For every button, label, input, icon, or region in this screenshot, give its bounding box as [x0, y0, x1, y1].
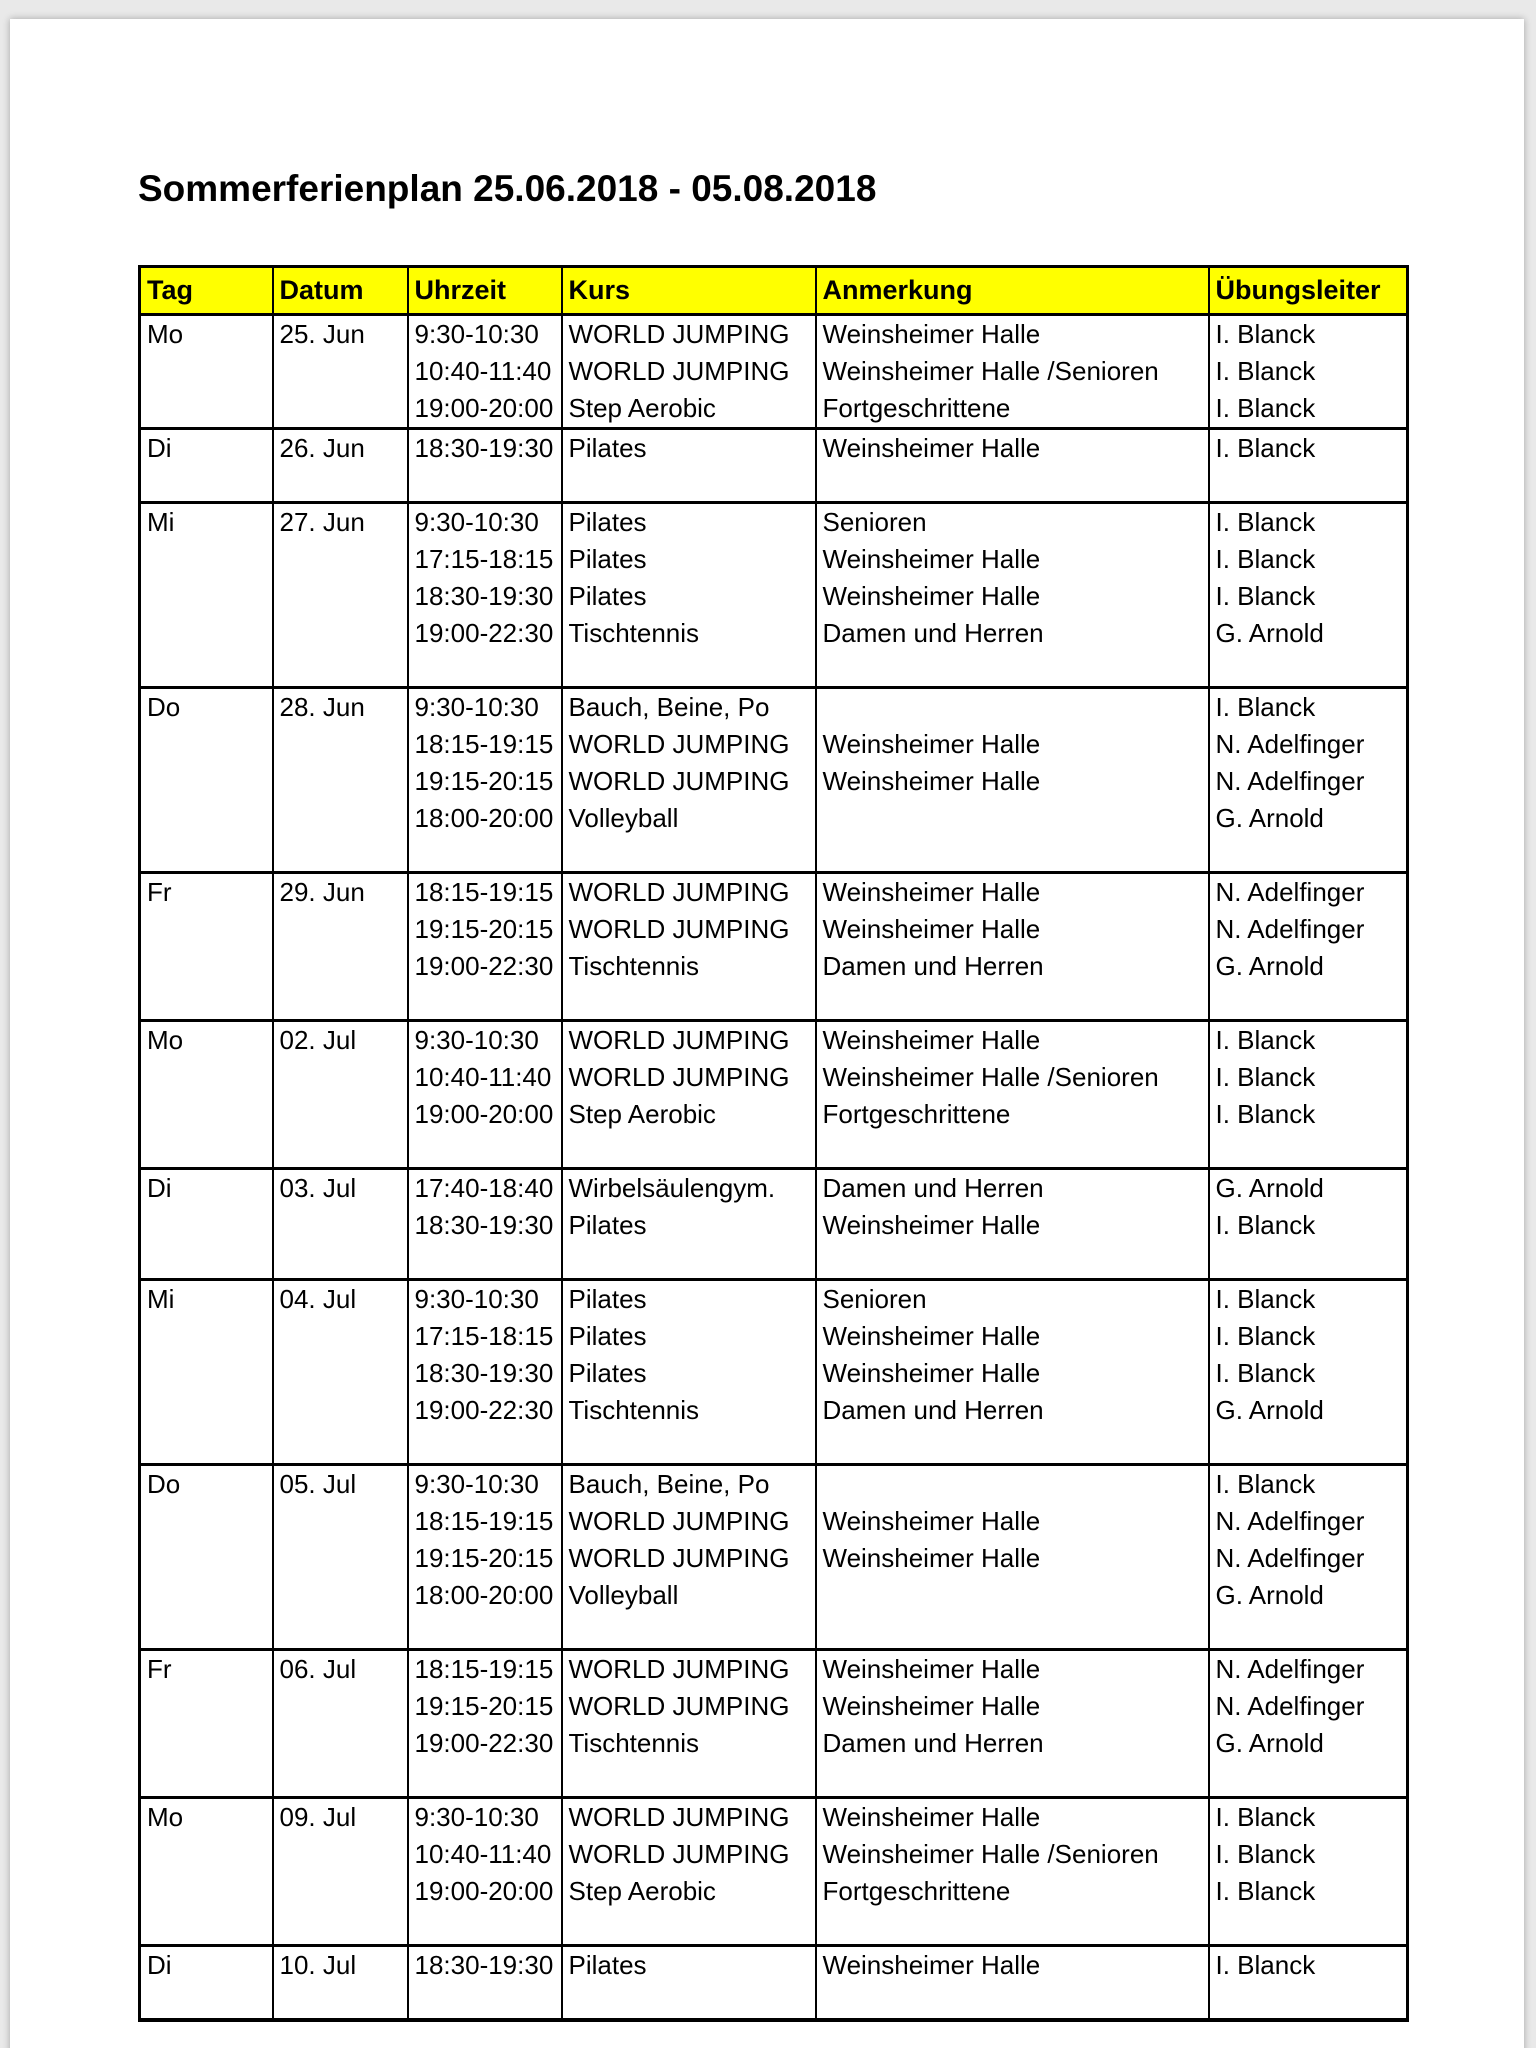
cell-line: Do — [147, 692, 181, 722]
cell-line: Weinsheimer Halle — [822, 544, 1041, 574]
cell-line: 17:40-18:40 — [414, 1173, 554, 1203]
cell-line: WORLD JUMPING — [568, 729, 790, 759]
cell-leiter — [1209, 1280, 1408, 1465]
cell-line: Pilates — [568, 1284, 647, 1314]
cell-line: Pilates — [568, 433, 647, 463]
cell-uhrzeit — [408, 1465, 562, 1650]
cell-line: 9:30-10:30 — [414, 319, 539, 349]
cell-line: Step Aerobic — [568, 1876, 716, 1906]
cell-line: 04. Jul — [279, 1284, 357, 1314]
cell-line: I. Blanck — [1215, 1284, 1316, 1314]
cell-kurs — [562, 873, 816, 1021]
cell-leiter — [1209, 1946, 1408, 2020]
cell-line: I. Blanck — [1215, 1950, 1316, 1980]
cell-anmerkung — [816, 1798, 1209, 1946]
cell-line: Tischtennis — [568, 1728, 700, 1758]
cell-line: N. Adelfinger — [1215, 1654, 1365, 1684]
cell-kurs — [562, 1798, 816, 1946]
cell-line: Volleyball — [568, 803, 679, 833]
cell-line: Weinsheimer Halle — [822, 766, 1041, 796]
cell-line: I. Blanck — [1215, 507, 1316, 537]
cell-line: Pilates — [568, 581, 647, 611]
cell-leiter — [1209, 503, 1408, 688]
cell-line: Weinsheimer Halle /Senioren — [822, 1062, 1159, 1092]
cell-line — [823, 800, 1208, 837]
cell-tag — [140, 315, 273, 429]
cell-leiter — [1209, 1021, 1408, 1169]
cell-line: G. Arnold — [1215, 1173, 1324, 1203]
cell-line: WORLD JUMPING — [568, 914, 790, 944]
cell-tag — [140, 1465, 273, 1650]
cell-line: WORLD JUMPING — [568, 1025, 790, 1055]
cell-line: WORLD JUMPING — [568, 1506, 790, 1536]
cell-line: I. Blanck — [1215, 393, 1316, 423]
cell-datum — [273, 1465, 408, 1650]
cell-uhrzeit — [408, 1280, 562, 1465]
cell-line: Mo — [147, 1802, 184, 1832]
cell-tag — [140, 429, 273, 503]
cell-line: Weinsheimer Halle — [822, 1654, 1041, 1684]
cell-line: 10:40-11:40 — [414, 1839, 552, 1869]
cell-line: Di — [147, 433, 172, 463]
cell-line — [823, 1577, 1208, 1614]
cell-line: Senioren — [822, 1284, 927, 1314]
cell-line: Pilates — [568, 544, 647, 574]
cell-line: 17:15-18:15 — [414, 1321, 554, 1351]
cell-line: 9:30-10:30 — [414, 507, 539, 537]
cell-line: Pilates — [568, 507, 647, 537]
cell-leiter — [1209, 429, 1408, 503]
header-cell-uhrzeit: Uhrzeit — [408, 267, 562, 315]
cell-line: WORLD JUMPING — [568, 1543, 790, 1573]
cell-line: WORLD JUMPING — [568, 356, 790, 386]
cell-line: Senioren — [822, 507, 927, 537]
cell-uhrzeit — [408, 1946, 562, 2020]
cell-datum — [273, 688, 408, 873]
cell-line: 18:30-19:30 — [414, 433, 554, 463]
cell-line: N. Adelfinger — [1215, 766, 1365, 796]
cell-line: 10. Jul — [279, 1950, 357, 1980]
cell-line: WORLD JUMPING — [568, 1654, 790, 1684]
cell-kurs — [562, 1280, 816, 1465]
cell-line: Weinsheimer Halle /Senioren — [822, 1839, 1159, 1869]
cell-datum — [273, 315, 408, 429]
cell-datum — [273, 1280, 408, 1465]
cell-line: Fr — [147, 1654, 172, 1684]
cell-line: G. Arnold — [1215, 1580, 1324, 1610]
cell-line: I. Blanck — [1215, 1321, 1316, 1351]
cell-line: I. Blanck — [1215, 1802, 1316, 1832]
cell-tag — [140, 873, 273, 1021]
cell-line: N. Adelfinger — [1215, 1691, 1365, 1721]
cell-line: I. Blanck — [1215, 1062, 1316, 1092]
cell-line: G. Arnold — [1215, 618, 1324, 648]
cell-uhrzeit — [408, 1169, 562, 1280]
header-cell-kurs: Kurs — [562, 267, 816, 315]
cell-line: Mi — [147, 1284, 175, 1314]
cell-line: Wirbelsäulengym. — [568, 1173, 776, 1203]
cell-line: 06. Jul — [279, 1654, 357, 1684]
cell-kurs — [562, 1021, 816, 1169]
cell-line: I. Blanck — [1215, 544, 1316, 574]
cell-line: Fortgeschrittene — [822, 1876, 1011, 1906]
table-row — [140, 688, 1408, 873]
header-cell-uebungsleiter: Übungsleiter — [1209, 267, 1408, 315]
cell-tag — [140, 1169, 273, 1280]
cell-datum — [273, 1798, 408, 1946]
cell-line: I. Blanck — [1215, 1358, 1316, 1388]
cell-line: 18:00-20:00 — [414, 1580, 554, 1610]
cell-line: 19:00-20:00 — [414, 1876, 554, 1906]
cell-line — [823, 689, 1208, 726]
cell-anmerkung — [816, 429, 1209, 503]
cell-line: Bauch, Beine, Po — [568, 692, 770, 722]
cell-tag — [140, 688, 273, 873]
cell-line: 09. Jul — [279, 1802, 357, 1832]
schedule-table-body — [140, 315, 1408, 2020]
cell-line: Weinsheimer Halle — [822, 877, 1041, 907]
cell-line: 18:00-20:00 — [414, 803, 554, 833]
cell-line: 18:30-19:30 — [414, 1210, 554, 1240]
cell-line: 29. Jun — [279, 877, 365, 907]
cell-anmerkung — [816, 688, 1209, 873]
cell-tag — [140, 1946, 273, 2020]
cell-line: Damen und Herren — [822, 1728, 1044, 1758]
cell-line: 18:15-19:15 — [414, 729, 554, 759]
cell-line: N. Adelfinger — [1215, 1506, 1365, 1536]
cell-line: 18:30-19:30 — [414, 581, 554, 611]
cell-line: Weinsheimer Halle /Senioren — [822, 356, 1159, 386]
cell-line: 9:30-10:30 — [414, 1025, 539, 1055]
cell-line: G. Arnold — [1215, 1395, 1324, 1425]
cell-tag — [140, 1280, 273, 1465]
cell-line: WORLD JUMPING — [568, 1839, 790, 1869]
cell-line: 19:15-20:15 — [414, 1543, 554, 1573]
cell-leiter — [1209, 873, 1408, 1021]
cell-line: G. Arnold — [1215, 803, 1324, 833]
cell-line: N. Adelfinger — [1215, 1543, 1365, 1573]
cell-line: Weinsheimer Halle — [822, 914, 1041, 944]
cell-line: 18:15-19:15 — [414, 1506, 554, 1536]
cell-uhrzeit — [408, 1021, 562, 1169]
cell-line: Di — [147, 1950, 172, 1980]
cell-line: 19:15-20:15 — [414, 766, 554, 796]
table-row — [140, 1021, 1408, 1169]
cell-datum — [273, 873, 408, 1021]
cell-line: Step Aerobic — [568, 393, 716, 423]
cell-line: N. Adelfinger — [1215, 914, 1365, 944]
cell-line: 19:15-20:15 — [414, 1691, 554, 1721]
cell-anmerkung — [816, 503, 1209, 688]
cell-anmerkung — [816, 1021, 1209, 1169]
cell-line: 05. Jul — [279, 1469, 357, 1499]
cell-datum — [273, 429, 408, 503]
cell-line: N. Adelfinger — [1215, 729, 1365, 759]
cell-anmerkung — [816, 873, 1209, 1021]
cell-kurs — [562, 1650, 816, 1798]
page-title: Sommerferienplan 25.06.2018 - 05.08.2018 — [138, 168, 877, 209]
cell-anmerkung — [816, 1169, 1209, 1280]
cell-line: Weinsheimer Halle — [822, 1358, 1041, 1388]
cell-uhrzeit — [408, 315, 562, 429]
cell-line: 19:00-22:30 — [414, 1728, 554, 1758]
cell-line: 02. Jul — [279, 1025, 357, 1055]
cell-line: Tischtennis — [568, 618, 700, 648]
cell-datum — [273, 503, 408, 688]
table-row — [140, 1798, 1408, 1946]
header-cell-datum: Datum — [273, 267, 408, 315]
cell-line: Damen und Herren — [822, 1395, 1044, 1425]
table-row — [140, 1465, 1408, 1650]
cell-line: WORLD JUMPING — [568, 877, 790, 907]
cell-line: Tischtennis — [568, 951, 700, 981]
cell-line: Weinsheimer Halle — [822, 1802, 1041, 1832]
cell-line: WORLD JUMPING — [568, 1802, 790, 1832]
cell-line: Fortgeschrittene — [822, 1099, 1011, 1129]
cell-kurs — [562, 1465, 816, 1650]
header-cell-anmerkung: Anmerkung — [816, 267, 1209, 315]
cell-line: 19:00-22:30 — [414, 1395, 554, 1425]
cell-datum — [273, 1021, 408, 1169]
cell-tag — [140, 503, 273, 688]
cell-line: I. Blanck — [1215, 581, 1316, 611]
cell-anmerkung — [816, 1280, 1209, 1465]
cell-tag — [140, 1021, 273, 1169]
cell-line: 9:30-10:30 — [414, 1284, 539, 1314]
cell-line: Bauch, Beine, Po — [568, 1469, 770, 1499]
cell-line: Fortgeschrittene — [822, 393, 1011, 423]
cell-anmerkung — [816, 1465, 1209, 1650]
cell-uhrzeit — [408, 429, 562, 503]
cell-line: 18:30-19:30 — [414, 1358, 554, 1388]
cell-line: I. Blanck — [1215, 1210, 1316, 1240]
cell-line: Fr — [147, 877, 172, 907]
cell-leiter — [1209, 315, 1408, 429]
cell-datum — [273, 1169, 408, 1280]
cell-uhrzeit — [408, 1798, 562, 1946]
cell-line: Weinsheimer Halle — [822, 729, 1041, 759]
cell-line: 9:30-10:30 — [414, 1802, 539, 1832]
cell-uhrzeit — [408, 873, 562, 1021]
table-row — [140, 1946, 1408, 2020]
cell-line: 19:15-20:15 — [414, 914, 554, 944]
table-row — [140, 503, 1408, 688]
cell-line: 18:30-19:30 — [414, 1950, 554, 1980]
cell-line: I. Blanck — [1215, 1876, 1316, 1906]
cell-line: Mo — [147, 1025, 184, 1055]
cell-line: Di — [147, 1173, 172, 1203]
table-row — [140, 429, 1408, 503]
cell-line: I. Blanck — [1215, 356, 1316, 386]
table-header-row — [140, 267, 1408, 315]
cell-line: I. Blanck — [1215, 1099, 1316, 1129]
cell-line: Weinsheimer Halle — [822, 1543, 1041, 1573]
cell-line: Weinsheimer Halle — [822, 1025, 1041, 1055]
cell-line: Damen und Herren — [822, 618, 1044, 648]
header-cell-tag: Tag — [140, 267, 273, 315]
table-row — [140, 1650, 1408, 1798]
cell-line: WORLD JUMPING — [568, 319, 790, 349]
cell-line: Do — [147, 1469, 181, 1499]
cell-line: I. Blanck — [1215, 692, 1316, 722]
cell-anmerkung — [816, 1650, 1209, 1798]
cell-line: Mi — [147, 507, 175, 537]
cell-line: I. Blanck — [1215, 1839, 1316, 1869]
cell-line: Weinsheimer Halle — [822, 1210, 1041, 1240]
cell-line: Step Aerobic — [568, 1099, 716, 1129]
cell-line: 28. Jun — [279, 692, 365, 722]
cell-line: Pilates — [568, 1950, 647, 1980]
cell-line: I. Blanck — [1215, 433, 1316, 463]
cell-line: N. Adelfinger — [1215, 877, 1365, 907]
cell-line: I. Blanck — [1215, 1469, 1316, 1499]
cell-line: 25. Jun — [279, 319, 365, 349]
cell-line: 19:00-20:00 — [414, 393, 554, 423]
cell-leiter — [1209, 1465, 1408, 1650]
cell-line: 18:15-19:15 — [414, 1654, 554, 1684]
cell-line: Volleyball — [568, 1580, 679, 1610]
cell-line: Weinsheimer Halle — [822, 433, 1041, 463]
cell-tag — [140, 1798, 273, 1946]
table-row — [140, 1280, 1408, 1465]
cell-anmerkung — [816, 315, 1209, 429]
cell-line: Tischtennis — [568, 1395, 700, 1425]
schedule-table — [138, 265, 1409, 2022]
cell-line: 26. Jun — [279, 433, 365, 463]
cell-line: WORLD JUMPING — [568, 1691, 790, 1721]
cell-line: Weinsheimer Halle — [822, 319, 1041, 349]
cell-line: Pilates — [568, 1210, 647, 1240]
cell-line: Damen und Herren — [822, 1173, 1044, 1203]
cell-datum — [273, 1650, 408, 1798]
cell-line: 27. Jun — [279, 507, 365, 537]
cell-line: 03. Jul — [279, 1173, 357, 1203]
cell-kurs — [562, 503, 816, 688]
cell-line — [823, 1466, 1208, 1503]
cell-uhrzeit — [408, 688, 562, 873]
cell-kurs — [562, 315, 816, 429]
cell-line: 19:00-22:30 — [414, 618, 554, 648]
cell-line: I. Blanck — [1215, 319, 1316, 349]
cell-line: 18:15-19:15 — [414, 877, 554, 907]
page-content — [10, 19, 1524, 2022]
cell-line: 9:30-10:30 — [414, 1469, 539, 1499]
cell-line: WORLD JUMPING — [568, 1062, 790, 1092]
cell-leiter — [1209, 1169, 1408, 1280]
document-page — [10, 19, 1524, 2048]
cell-uhrzeit — [408, 1650, 562, 1798]
cell-kurs — [562, 1946, 816, 2020]
cell-line: Mo — [147, 319, 184, 349]
cell-line: 10:40-11:40 — [414, 356, 552, 386]
table-row — [140, 1169, 1408, 1280]
cell-line: 19:00-22:30 — [414, 951, 554, 981]
cell-line: G. Arnold — [1215, 1728, 1324, 1758]
cell-kurs — [562, 688, 816, 873]
cell-line: Pilates — [568, 1358, 647, 1388]
cell-line: Weinsheimer Halle — [822, 1321, 1041, 1351]
cell-tag — [140, 1650, 273, 1798]
cell-uhrzeit — [408, 503, 562, 688]
cell-line: Weinsheimer Halle — [822, 1950, 1041, 1980]
cell-kurs — [562, 429, 816, 503]
cell-line: 17:15-18:15 — [414, 544, 554, 574]
cell-line: Pilates — [568, 1321, 647, 1351]
cell-leiter — [1209, 1650, 1408, 1798]
cell-line: WORLD JUMPING — [568, 766, 790, 796]
cell-line: Weinsheimer Halle — [822, 1506, 1041, 1536]
cell-datum — [273, 1946, 408, 2020]
cell-kurs — [562, 1169, 816, 1280]
cell-line: 9:30-10:30 — [414, 692, 539, 722]
cell-anmerkung — [816, 1946, 1209, 2020]
cell-line: 19:00-20:00 — [414, 1099, 554, 1129]
cell-line: G. Arnold — [1215, 951, 1324, 981]
table-row — [140, 315, 1408, 429]
cell-leiter — [1209, 688, 1408, 873]
cell-line: Damen und Herren — [822, 951, 1044, 981]
table-row — [140, 873, 1408, 1021]
cell-line: I. Blanck — [1215, 1025, 1316, 1055]
cell-leiter — [1209, 1798, 1408, 1946]
cell-line: Weinsheimer Halle — [822, 581, 1041, 611]
cell-line: 10:40-11:40 — [414, 1062, 552, 1092]
cell-line: Weinsheimer Halle — [822, 1691, 1041, 1721]
